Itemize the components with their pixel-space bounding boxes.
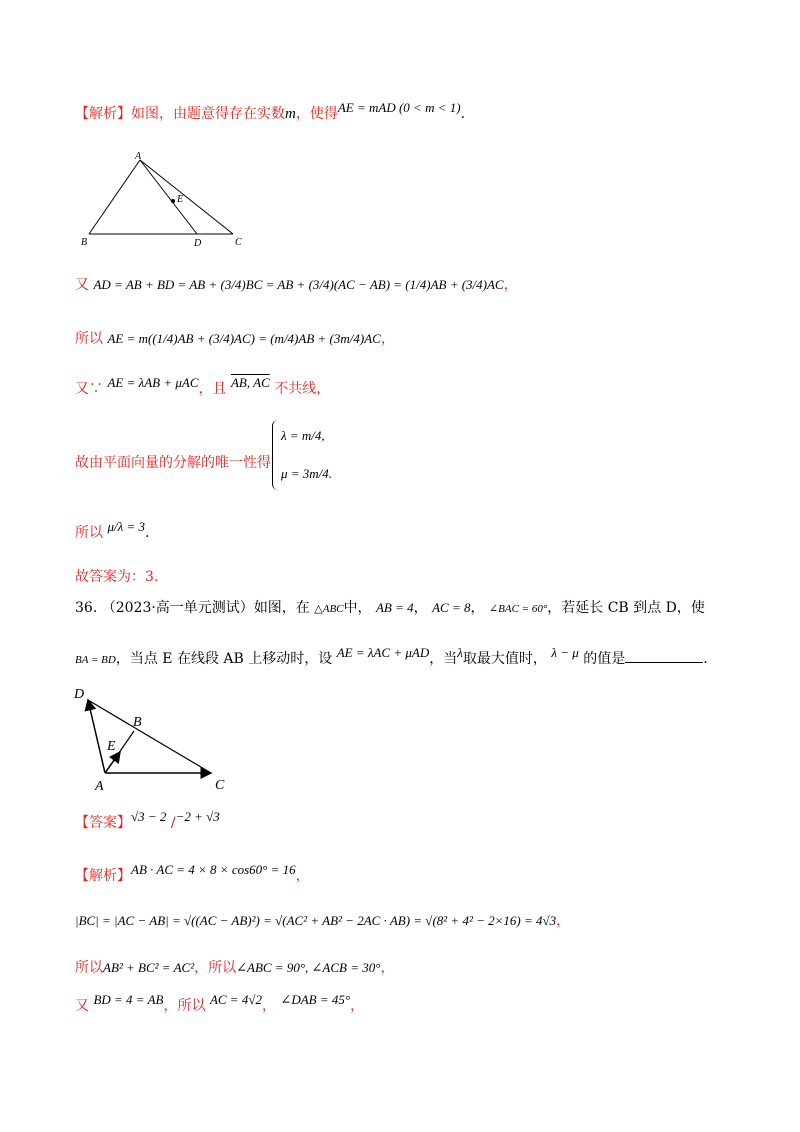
p36-line2-text3: 取最大值时， — [462, 651, 547, 667]
p36-sol4-prefix: 又 — [75, 998, 89, 1014]
p36-sol3-mid: ，所以 — [194, 960, 237, 976]
p36-analysis-label: 【解析】 — [75, 868, 131, 884]
p36-sol4-mid: ，所以 — [163, 998, 206, 1014]
p36-answer-sep: / — [170, 815, 176, 831]
p35-line7: 故答案为：3. — [75, 569, 159, 585]
p35-system — [272, 420, 363, 490]
p36-stem-line1 — [75, 597, 705, 617]
p35-label-C: C — [235, 237, 242, 248]
p36-line2-math2: AE = λAC + μAD — [336, 645, 430, 660]
p36-sol4-sep: ， — [261, 998, 276, 1014]
analysis-label: 【解析】 — [75, 106, 131, 122]
p35-line5 — [75, 452, 271, 472]
p36-sol4-math3: ∠DAB = 45° — [280, 992, 351, 1007]
p36-label-A: A — [95, 779, 104, 794]
p36-stem-line2 — [75, 645, 708, 668]
p36-ab: AB = 4 — [375, 600, 414, 615]
p36-label-C: C — [215, 778, 225, 793]
answer-blank — [625, 650, 703, 663]
p35-line2-math: AD = AB + BD = AB + (3/4)BC = AB + (3/4)(AC − AB) = (1/4)AB + (3/4)AC — [93, 277, 504, 292]
p36-sol3-math2: ∠ABC = 90°, ∠ACB = 30° — [236, 960, 381, 975]
p36-answer-math1: √3 − 2 — [131, 809, 167, 824]
p36-sol1-end: ， — [295, 868, 310, 884]
p35-line1-end: . — [460, 106, 466, 122]
p36-label-E: E — [107, 739, 116, 754]
p36-number: 36. — [75, 600, 98, 616]
p35-label-B: B — [81, 237, 88, 248]
p36-sol4-math: BD = 4 = AB — [93, 992, 164, 1007]
p36-text1: 如图，在 — [253, 600, 310, 616]
p35-line4-end: 不共线， — [274, 381, 331, 397]
p35-line4-prefix: 又∵ — [75, 381, 103, 397]
p36-sol4 — [75, 992, 365, 1015]
p35-line4-math: AE = λAB + μAC — [107, 375, 199, 390]
p36-figure — [70, 684, 245, 794]
p36-sep: ， — [413, 600, 428, 616]
p36-mid1: 中， — [343, 600, 372, 616]
p35-line4 — [75, 375, 331, 398]
p36-sol4-end: ， — [350, 998, 365, 1014]
p35-line6-math: μ/λ = 3 — [107, 519, 145, 534]
p36-answer-math2: −2 + √3 — [175, 809, 220, 824]
answer-label: 【答案】 — [75, 815, 131, 831]
p36-sol3 — [75, 957, 394, 977]
p35-figure — [78, 150, 253, 250]
p35-line6-prefix: 所以 — [75, 525, 103, 541]
p36-angle: ∠BAC = 60° — [488, 603, 548, 615]
p36-sol3-prefix: 所以 — [75, 960, 103, 976]
p36-label-B: B — [133, 715, 142, 730]
p36-sol3-end: ， — [380, 960, 395, 976]
p35-line6 — [75, 519, 150, 542]
p36-line2-math3: λ − μ — [551, 645, 579, 660]
p36-sol1 — [75, 862, 310, 885]
p35-line3-prefix: 所以 — [75, 331, 103, 347]
p36-sol3-math: AB² + BC² = AC² — [103, 960, 195, 975]
p36-sol2-end: ， — [556, 913, 571, 929]
p35-system-eq2: μ = 3m/4. — [281, 466, 333, 481]
p36-text2: ，若延长 CB 到点 D，使 — [547, 600, 705, 616]
p35-label-D: D — [194, 238, 202, 249]
p36-sol1-math: AB · AC = 4 × 8 × cos60° = 16 — [131, 862, 296, 877]
p36-source: （2023·高一单元测试） — [101, 600, 254, 616]
p36-label-D: D — [74, 687, 85, 702]
p36-line2-text4: 的值是 — [583, 651, 626, 667]
p35-line5-prefix: 故由平面向量的分解的唯一性得 — [75, 455, 271, 471]
p36-sol4-math2: AC = 4√2 — [209, 992, 262, 1007]
p36-line2-math1: BA = BD — [75, 654, 116, 666]
p36-line2-lambda: λ — [457, 645, 463, 660]
p35-line3-end: ， — [380, 331, 395, 347]
p35-line1-mid: ，使得 — [295, 106, 338, 122]
p35-line3-math: AE = m((1/4)AB + (3/4)AC) = (m/4)AB + (3m/4)AC — [107, 331, 381, 346]
p35-line4-math2: AB, AC — [230, 375, 270, 390]
p35-line2-end: ， — [503, 277, 518, 293]
p35-line1-var: m — [285, 106, 296, 122]
p35-line1 — [75, 100, 466, 123]
p35-line1-text: 如图，由题意得存在实数 — [131, 106, 285, 122]
p36-line2-text1: ，当点 E 在线段 AB 上移动时，设 — [115, 651, 333, 667]
p35-label-E: E — [177, 194, 184, 205]
p36-line2-end: . — [703, 651, 708, 667]
p35-system-eq1: λ = m/4, — [281, 428, 325, 443]
p36-line2-text2: ，当 — [429, 651, 458, 667]
p36-answer-line — [75, 809, 220, 832]
p35-line2-prefix: 又 — [75, 277, 89, 293]
p36-ac: AC = 8 — [432, 600, 471, 615]
p35-label-A: A — [135, 151, 142, 162]
p35-line2 — [75, 274, 518, 294]
p35-line3 — [75, 328, 395, 348]
p36-sol2 — [75, 910, 570, 930]
p36-sol2-math: |BC| = |AC − AB| = √((AC − AB)²) = √(AC² + AB² − 2AC · AB) = √(8² + 4² − 2×16) = 4√3 — [75, 913, 557, 928]
p35-line6-end: . — [145, 525, 150, 541]
p36-tri: △ABC — [314, 603, 344, 615]
p35-line1-math: AE = mAD (0 < m < 1) — [337, 100, 461, 115]
p35-line4-mid: ，且 — [198, 381, 227, 397]
p36-sep2: ， — [470, 600, 485, 616]
